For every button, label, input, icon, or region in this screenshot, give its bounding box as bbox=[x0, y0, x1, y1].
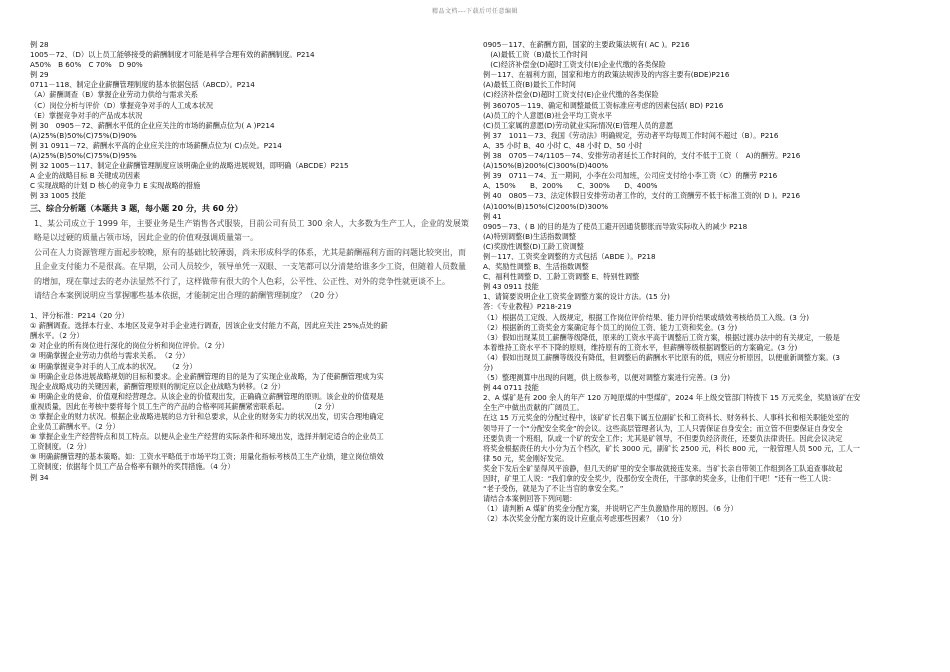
text-line: ⑥ 明确企业的使命、价值观和经营理念。从该企业的价值观出发，正确确立薪酬管理的原则。该企业的价值观是 bbox=[30, 391, 384, 401]
text-line: 例 34 bbox=[30, 472, 49, 482]
text-line: （2）根据新的工资奖金方案确定每个员工的岗位工资、能力工资和奖金。(3 分) bbox=[483, 322, 738, 332]
text-line: 奖金下发后全矿显得风平浪静，但几天的矿里的安全事故就接连发来。当矿长亲自带领工作组到各工队追查事故起 bbox=[483, 463, 843, 473]
page-header: 精品文档---下载后可任意编辑 bbox=[432, 8, 518, 15]
text-line: 例－117、在福利方面，国家和地方的政策法规涉及的内容主要有(BDE)P216 bbox=[483, 70, 730, 80]
text-line: 例 43 0911 技能 bbox=[483, 282, 539, 292]
text-line: (C)员工家属的意愿(D)劳动就业实际情况(E)管理人员的意愿 bbox=[483, 120, 674, 130]
text-line: 因时，矿里工人说：“我们拿的安全奖少，没那份安全责任，干部拿的奖金多，让他们干吧！”还有一些工人说： bbox=[483, 474, 836, 484]
text-line: 例 30 0905－72、薪酬水平低的企业应关注的市场的薪酬点位为( A )P214 bbox=[30, 120, 275, 130]
text-line: （1）根据员工定级、入级规定，根据工作岗位评价结果、能力评价结果或绩效考核给员工入级。(3 分) bbox=[483, 312, 810, 322]
text-line: 还要负责一个班组，队或一个矿的安全工作；尤其是矿领导，不但要负经济责任，还要负法律责任。因此会议决定 bbox=[483, 433, 843, 443]
text-line: 0905－73、( B )的目的是为了使员工避开因通货膨胀而导致实际收入的减少 P218 bbox=[483, 221, 748, 231]
text-line: 企业员工薪酬水平。（2 分） bbox=[30, 422, 120, 432]
text-line: 例 33 1005 技能 bbox=[30, 191, 86, 201]
text-line: 0905－117、在薪酬方面，国家的主要政策法规有( AC )。P216 bbox=[483, 40, 690, 49]
left-questions bbox=[30, 40, 470, 202]
text-line: (A)员工的个人意愿(B)社会平均工资水平 bbox=[483, 110, 612, 120]
text-line: (A)150%(B)200%(C)300%(D)400% bbox=[483, 161, 609, 171]
case-study bbox=[30, 217, 470, 305]
section-title: 三、综合分析题（本题共 3 题，每小题 20 分，共 60 分） bbox=[30, 203, 243, 213]
text-line: （2）本次奖金分配方案的设计应重点考虑那些因素？（10 分） bbox=[483, 514, 686, 524]
text-line: 例 360705－119、确定和调整最低工资标准应考虑的因素包括( BD) P216 bbox=[483, 100, 724, 110]
text-line: 例 29 bbox=[30, 70, 49, 80]
text-line: ② 对企业的所有岗位进行深化的岗位分析和岗位评价。（2 分） bbox=[30, 341, 229, 351]
text-line: 分) bbox=[483, 363, 493, 372]
text-line: (C)奖励性调整(D)工龄工资调整 bbox=[483, 241, 584, 251]
text-line: 答：《专业教程》P218-219 bbox=[483, 302, 572, 312]
text-line: (A)特别调整(B)生活指数调整 bbox=[483, 231, 576, 241]
text-line: A、150% B、200% C、300% D、400% bbox=[483, 181, 658, 191]
text-line: (C)经济补偿金(D)超时工资支付(E)企业代缴的各类保险 bbox=[483, 60, 666, 70]
text-line: 例 28 bbox=[30, 40, 49, 49]
left-column bbox=[30, 40, 470, 483]
text-line: ⑤ 明确企业总体进展战略规划的目标和要求。企业薪酬管理的目的是为了实现企业战略，为了使薪酬管理成为实 bbox=[30, 371, 384, 381]
text-line: (A)25%(B)50%(C)75%(D)90% bbox=[30, 130, 137, 140]
text-line: 酬水平。（2 分） bbox=[30, 331, 84, 341]
text-line: 将奖金根据责任的大小分为五个档次，矿长 3000 元，副矿长 2500 元，科长 800 元，一般管理人员 500 元，工人一 bbox=[483, 443, 860, 453]
text-line: 例 44 0711 技能 bbox=[483, 383, 539, 393]
text-line: (A)100%(B)150%(C)200%(D)300% bbox=[483, 201, 609, 211]
text-line: A、奖励性调整 B、生活指数调整 bbox=[483, 262, 589, 272]
text-line: 重视质量，因此在考核中要将每个员工生产的产品的合格率同其薪酬紧密联系起。 （2 分） bbox=[30, 401, 339, 411]
text-line: 例 40 0805－73、法定休假日安排劳动者工作的，支付的工资酬劳不低于标准工资的( D )。P216 bbox=[483, 191, 801, 201]
text-line: 请结合本案例回答下列问题： bbox=[483, 494, 577, 504]
text-line: 现企业战略成功的关键因素，薪酬管理原则的制定应以企业战略为转移。（2 分） bbox=[30, 381, 285, 391]
text-line: 例 37 1011－73、我国《劳动法》明确规定，劳动者平均每周工作时间不超过（B）。P216 bbox=[483, 130, 779, 140]
text-line: 全生产中做出贡献的广阔员工。 bbox=[483, 403, 584, 413]
text-line: 例 41 bbox=[483, 211, 502, 221]
text-line: (A)最低工资(B)最长工作时间 bbox=[483, 80, 576, 90]
text-line: （A）薪酬调查（B）掌握企业劳动力供给与需求关系 bbox=[30, 90, 198, 100]
text-line: 1005－72、（D）以上员工能够接受的薪酬制度才可能是科学合理有效的薪酬制度。P214 bbox=[30, 50, 315, 60]
answer-block bbox=[30, 311, 470, 483]
right-column bbox=[483, 40, 923, 525]
text-line: “老子受伤，就是为了不让当官的拿安全奖。” bbox=[483, 484, 624, 494]
text-line: 1、评分标准：P214（20 分） bbox=[30, 311, 129, 321]
text-line: A 企业的战略目标 B 关键成功因素 bbox=[30, 171, 141, 181]
text-line: 例 32 1005－117、制定企业薪酬管理制度应该明确企业的战略进展规划，即明确（ABCDE）P215 bbox=[30, 161, 349, 171]
text-line: （1）请判断 A 煤矿的奖金分配方案，并说明它产生负激励作用的原因。（6 分） bbox=[483, 504, 738, 514]
text-line: 领导开了一个“分配安全奖金”的会议。这些高层管理者认为，工人只需保证自身安全；而立管不但要保证自身安全 bbox=[483, 423, 843, 433]
text-line: 2、A 煤矿是有 200 余人的年产 120 万吨原煤的中型煤矿，2024 年上级交管部门特拨下 15 万元奖金，奖励该矿在安 bbox=[483, 393, 861, 403]
text-line: （4）假如出现员工薪酬等级没有降低，但调整后的薪酬水平比原有的低，则应分析原因，以便重新调整方案。(3 bbox=[483, 352, 840, 362]
text-line: A50% B 60% C 70% D 90% bbox=[30, 60, 143, 70]
text-line: 工资制度；依据每个员工产品合格率有额外的奖罚措施。（4 分） bbox=[30, 462, 235, 472]
text-line: C、福利性调整 D、工龄工资调整 E、特别性调整 bbox=[483, 272, 640, 282]
text-line: 律 50 元，奖金刚好发完。 bbox=[483, 453, 569, 463]
text-line: A、35 小时 B、40 小时 C、48 小时 D、50 小时 bbox=[483, 140, 643, 150]
text-line: (A)最低工资（B)最长工作时间 bbox=[483, 50, 588, 60]
case-question: 请结合本案例说明应当掌握哪些基本依据，才能制定出合理的薪酬管理制度？（20 分） bbox=[34, 291, 343, 301]
text-line: ④ 明确掌握竞争对手的人工成本的状况。 （2 分） bbox=[30, 361, 197, 371]
text-line: ⑧ 掌握企业生产经营特点和员工特点。以便从企业生产经营的实际条件和环境出发，选择并制定适合的企业员工 bbox=[30, 432, 384, 442]
text-line: (C)经济补偿金(D)超时工资支付(E)企业代缴的各类保险 bbox=[483, 90, 659, 100]
text-line: 例－117、工资奖金调整的方式包括（ABDE ）。P218 bbox=[483, 251, 656, 261]
text-line: ③ 明确掌握企业劳动力供给与需求关系。 （2 分） bbox=[30, 351, 190, 361]
text-line: 0711－118、制定企业薪酬管理制度的基本依据包括（ABCD）。P214 bbox=[30, 80, 255, 90]
text-line: (A)25%(B)50%(C)75%(D)95% bbox=[30, 151, 137, 161]
case-paragraph: 公司在人力资源管理方面起步较晚，原有的基础比较薄弱，尚未形成科学的体系，尤其是薪酬福利方面的问题比较突出，而且企业支付能力不是很高。在早期，公司人员较少，领导单凭一双眼、一支笔都可以分清楚给谁多少工资，但随着人员数量的增加，现在靠过去的老办法显然不行了，这样做带有很大的个人色彩，公平性、公正性、对外的竞争性就更谈不上。 bbox=[34, 247, 466, 286]
text-line: ① 薪酬调查。选择本行业、本地区及竞争对手企业进行调查，因该企业支付能力不高，因此应关注 25%点处的薪 bbox=[30, 321, 388, 331]
text-line: （E）掌握竞争对手的产品成本状况 bbox=[30, 110, 143, 120]
text-line: 例 39 0711－74、五一期间，小李在公司加班，公司应支付给小李工资（C）的酬劳 P216 bbox=[483, 171, 778, 181]
text-line: 1、请简要说明企业工资奖金调整方案的设计方法。(15 分) bbox=[483, 292, 670, 302]
text-line: （3）假如出现某员工薪酬等级降低，原来的工资水平高于调整后工资方案，根据过渡办法中的有关规定，一般是 bbox=[483, 332, 840, 342]
text-line: 在这 15 万元奖金的分配过程中，该矿矿长召集下属五位副矿长和工资科长、财务科长、人事科长和相关职能处室的 bbox=[483, 413, 849, 423]
text-line: 工资制度。（2 分） bbox=[30, 442, 91, 452]
text-line: （C）岗位分析与评价（D）掌握竞争对手的人工成本状况 bbox=[30, 100, 214, 110]
text-line: （5）整理测算中出现的问题，供上级参考，以便对调整方案进行完善。(3 分) bbox=[483, 373, 731, 383]
text-line: 例 38 0705－74/1105－74、安排劳动者延长工作时间的，支付不低于工资（ A)的酬劳。P216 bbox=[483, 151, 801, 161]
text-line: ⑦ 掌握企业的财力状况。根据企业战略进展的总方针和总要求，从企业的财务实力的状况出发，切实合理地确定 bbox=[30, 412, 384, 421]
text-line: 例 31 0911－72、薪酬水平高的企业应关注的市场薪酬点位为( C)点处。P214 bbox=[30, 140, 282, 150]
text-line: 本着维持工资水平不下降的原则，维持原有的工资水平，但薪酬等级根据调整后的方案确定。(3 分) bbox=[483, 342, 798, 352]
case-paragraph: 1、某公司成立于 1999 年，主要业务是生产销售各式服装，目前公司有员工 300 余人，大多数为生产工人，企业的发展策略是以过硬的质量占领市场，因此企业的价值观强调质量第一。 bbox=[34, 218, 469, 243]
text-line: ⑨ 明确薪酬管理的基本策略。如：工资水平略低于市场平均工资；用量化指标考核员工生产业绩，建立岗位绩效 bbox=[30, 452, 384, 462]
text-line: C 实现战略的计划 D 核心的竞争力 E 实现战略的措施 bbox=[30, 181, 201, 191]
